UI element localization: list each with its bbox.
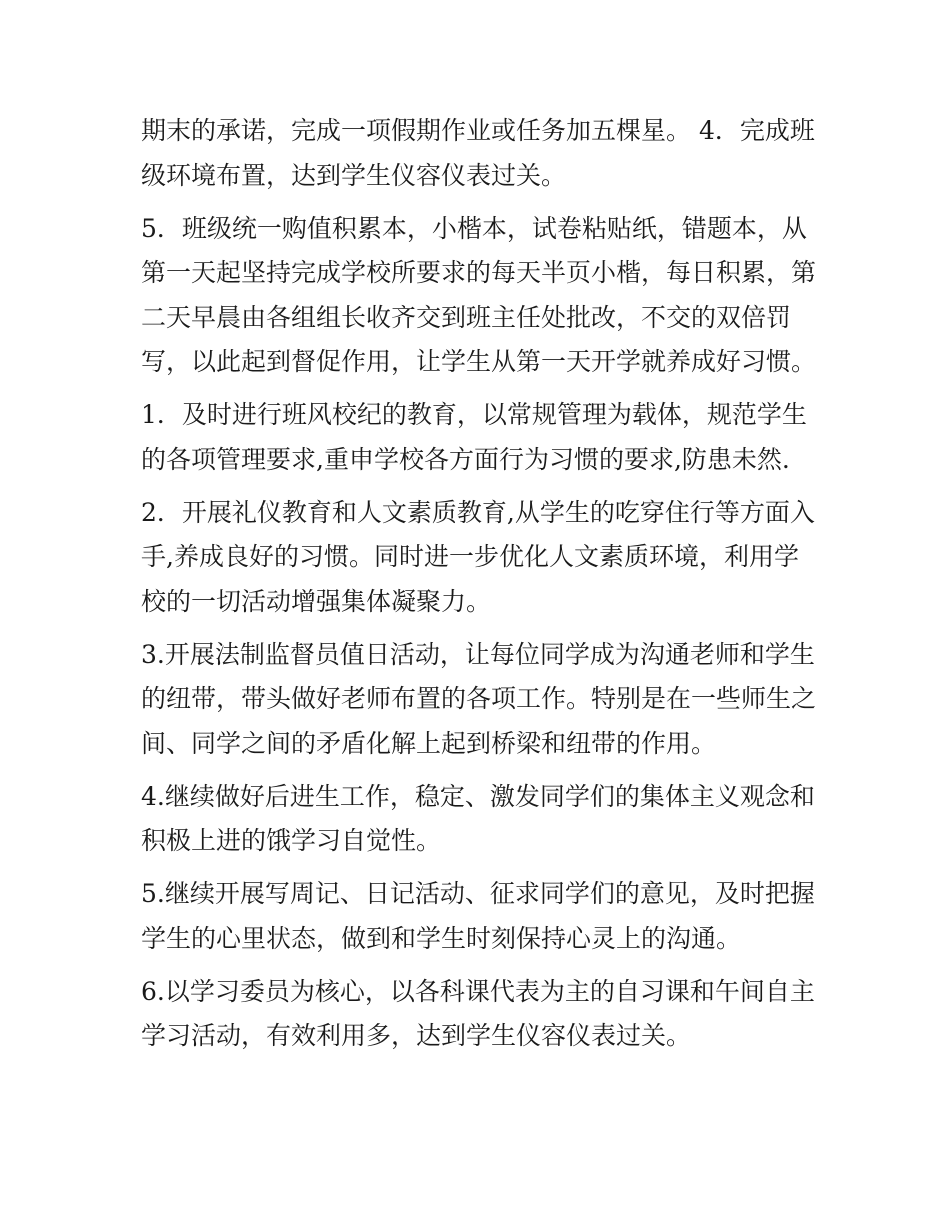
document-body: [141, 109, 821, 1067]
paragraph-item-5-notebooks: 5．班级统一购值积累本，小楷本，试卷粘贴纸，错题本，从第一天起坚持完成学校所要求的每天半页小楷，每日积累，第二天早晨由各组组长收齐交到班主任处批改，不交的双倍罚写，以此起到督促作用，让学生从第一天开学就养成好习惯。: [141, 213, 817, 376]
paragraph-item-5-journals: 5.继续开展写周记、日记活动、征求同学们的意见，及时把握学生的心里状态，做到和学生时刻保持心灵上的沟通。: [141, 879, 815, 953]
paragraph-item-6-study-committee: 6.以学习委员为核心，以各科课代表为主的自习课和午间自主学习活动，有效利用多，达到学生仪容仪表过关。: [141, 976, 815, 1050]
paragraph-commitment-environment: 期末的承诺，完成一项假期作业或任务加五棵星。 4．完成班级环境布置，达到学生仪容仪表过关。: [141, 116, 815, 190]
paragraph-item-3-legal-monitor: 3.开展法制监督员值日活动，让每位同学成为沟通老师和学生的纽带，带头做好老师布置的各项工作。特别是在一些师生之间、同学之间的矛盾化解上起到桥梁和纽带的作用。: [141, 639, 817, 758]
paragraph-item-4-underachievers: 4.继续做好后进生工作，稳定、激发同学们的集体主义观念和积极上进的饿学习自觉性。: [141, 781, 815, 855]
paragraph-item-2-etiquette: 2．开展礼仪教育和人文素质教育,从学生的吃穿住行等方面入手,养成良好的习惯。同时进一步优化人文素质环境，利用学校的一切活动增强集体凝聚力。: [141, 497, 815, 616]
paragraph-item-1-discipline: 1．及时进行班风校纪的教育，以常规管理为载体，规范学生的各项管理要求,重申学校各方面行为习惯的要求,防患未然.: [141, 400, 807, 474]
